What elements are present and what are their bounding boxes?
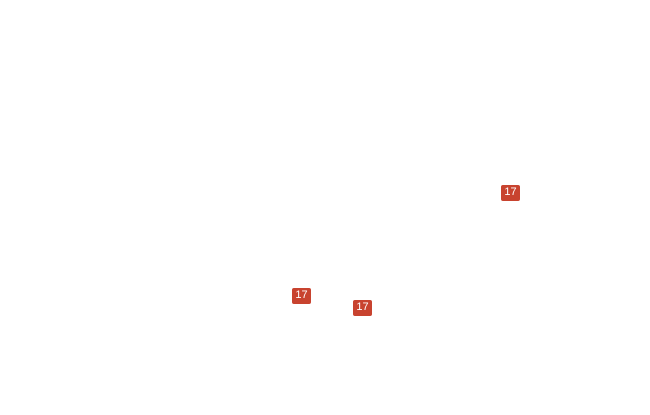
- count-badge-marker[interactable]: [353, 300, 372, 316]
- count-badge-label: 17: [504, 186, 517, 198]
- count-badge-label: 17: [356, 301, 369, 313]
- count-badge-marker[interactable]: [292, 288, 311, 304]
- count-badge-label: 17: [295, 289, 308, 301]
- count-badge-marker[interactable]: [501, 185, 520, 201]
